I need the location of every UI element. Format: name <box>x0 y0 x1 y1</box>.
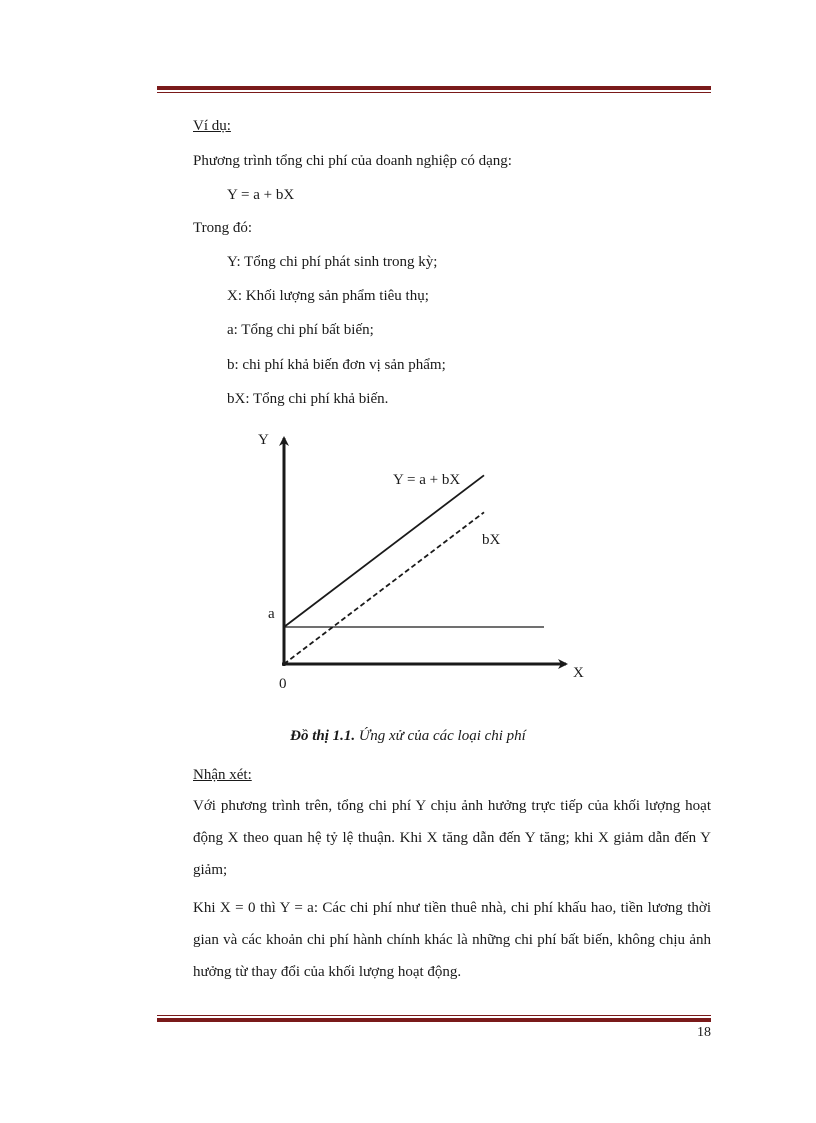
variable-cost-line <box>284 512 484 664</box>
remarks-heading: Nhận xét: <box>193 767 252 783</box>
total-cost-line-label: Y = a + bX <box>393 472 461 488</box>
figure-caption <box>0 728 816 745</box>
example-heading: Ví dụ: <box>193 118 231 134</box>
origin-label: 0 <box>279 676 287 690</box>
cost-behavior-chart <box>0 430 816 690</box>
remarks-paragraph-2: Khi X = 0 thì Y = a: Các chi phí như tiền thuê nhà, chi phí khấu hao, tiền lương thời gian và các khoản chi phí hành chính khác là những chi phí bất biến, không chịu ảnh hưởng từ thay đổi của khối lượng hoạt động. <box>193 900 711 980</box>
where-label: Trong đó: <box>193 220 253 236</box>
page-number: 18 <box>697 1025 711 1040</box>
example-intro: Phương trình tổng chi phí của doanh nghiệp có dạng: <box>193 153 512 169</box>
intercept-label: a <box>268 606 275 622</box>
total-cost-line <box>284 475 484 627</box>
variable-cost-line-label: bX <box>482 532 501 548</box>
remarks-paragraph-1: Với phương trình trên, tổng chi phí Y chịu ảnh hưởng trực tiếp của khối lượng hoạt động X theo quan hệ tỷ lệ thuận. Khi X tăng dẫn đến Y tăng; khi X giảm dẫn đến Y giảm; <box>193 798 711 878</box>
caption-number: Đồ thị 1.1. <box>290 728 356 744</box>
caption-text: Ứng xử của các loại chi phí <box>355 728 526 744</box>
definition-x: X: Khối lượng sản phẩm tiêu thụ; <box>227 288 429 304</box>
footer-rule <box>157 1015 711 1022</box>
definition-y: Y: Tổng chi phí phát sinh trong kỳ; <box>227 254 438 270</box>
definition-bx: bX: Tổng chi phí khả biến. <box>227 391 389 407</box>
header-rule <box>157 86 711 93</box>
equation: Y = a + bX <box>227 187 295 203</box>
x-axis-label: X <box>573 665 584 681</box>
definition-a: a: Tổng chi phí bất biến; <box>227 322 374 338</box>
y-axis-label: Y <box>258 432 269 448</box>
definition-b: b: chi phí khả biến đơn vị sản phẩm; <box>227 357 446 373</box>
